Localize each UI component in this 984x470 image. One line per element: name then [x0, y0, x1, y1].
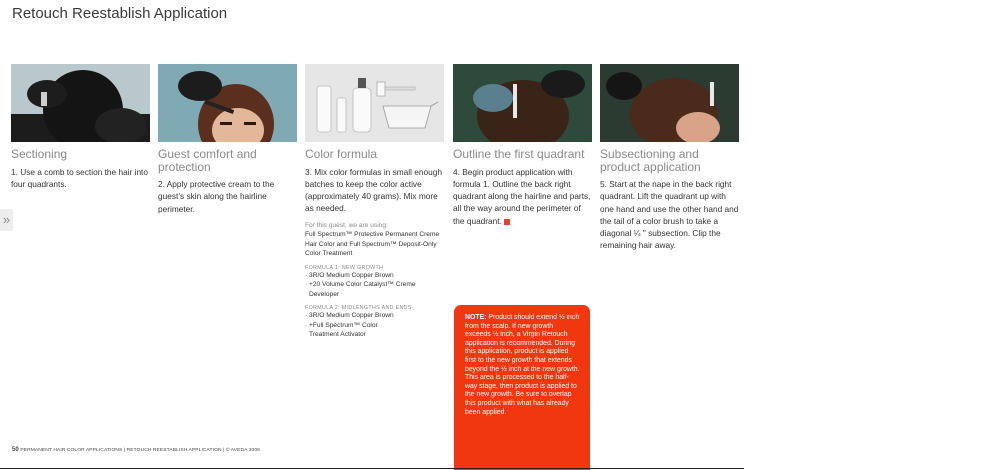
step-text — [453, 166, 593, 227]
formula-2-line: Treatment Activator — [309, 331, 366, 339]
note-label: NOTE: — [465, 314, 487, 321]
step-text: 2. Apply protective cream to the guest’s skin along the hairline perimeter. — [158, 179, 275, 214]
step-title: Color formula — [305, 147, 378, 161]
note-box — [454, 305, 590, 470]
step-title: Subsectioning and product application — [600, 147, 701, 174]
guest-products — [305, 221, 445, 259]
double-chevron-right-icon[interactable]: » — [0, 209, 13, 231]
step-text: 5. Start at the nape in the back right quadrant. Lift the quadrant up with one hand and use the other hand and the tail of a color brush to take a diagonal ¼ " subsection. Clip the remaining hair away. — [600, 179, 739, 251]
formula-1-line: Developer — [309, 290, 340, 298]
step-text: 3. Mix color formulas in small enough batches to keep the color active (approximately 40 grams). Mix more as needed. — [305, 166, 442, 214]
step-guest-comfort — [158, 64, 298, 215]
step-text-body: 4. Begin product application with formula 1. Outline the back right quadrant along the hairline and parts, all the way around the perimeter of the quadrant. — [453, 166, 591, 226]
guest-products-lead: For this guest, we are using: — [305, 221, 388, 229]
step-title: Outline the first quadrant — [453, 147, 585, 161]
page-title: Retouch Reestablish Application — [12, 5, 228, 22]
formula-1-heading: FORMULA 1: NEW GROWTH — [305, 264, 384, 271]
footer-text: PERMANENT HAIR COLOR APPLICATIONS | RETOUCH REESTABLISH APPLICATION | © AVEDA 2006 — [20, 448, 260, 453]
formula-2-heading: FORMULA 2: MIDLENGTHS AND ENDS — [305, 305, 412, 312]
step-sectioning — [11, 64, 151, 190]
note-text: Product should extend ½ inch from the scalp. If new growth exceeds ½ inch, a Virgin Retouch application is recommended. During this application, product is applied first to the new growth that extends beyond the ½ inch at the new growth. This area is processed to the half-way stage, then product is applied to the new growth. Be sure to overlap this product with what has already been applied. — [465, 314, 580, 416]
formula-1-line: · 3R/O Medium Copper Brown — [305, 271, 394, 279]
guest-comfort-photo — [158, 64, 297, 142]
subsectioning-photo — [600, 64, 739, 142]
step-title: Sectioning — [11, 147, 68, 161]
step-text: 1. Use a comb to section the hair into four quadrants. — [11, 166, 148, 189]
formula-2-line: · 3R/O Medium Copper Brown — [305, 312, 394, 320]
formula-2-line: · +Full Spectrum™ Color — [305, 321, 378, 329]
formula-1-line: · +20 Volume Color Catalyst™ Creme — [305, 281, 416, 289]
bottom-rule — [0, 468, 744, 469]
sectioning-photo — [11, 64, 150, 142]
outline-quadrant-photo — [453, 64, 592, 142]
step-title: Guest comfort and protection — [158, 147, 257, 174]
step-color-formula — [305, 64, 445, 340]
page-number: 50 — [12, 447, 19, 453]
step-subsectioning — [600, 64, 740, 252]
color-formula-photo — [305, 64, 444, 142]
end-marker-icon — [504, 219, 510, 225]
guest-products-text: Full Spectrum™ Protective Permanent Creme Hair Color and Full Spectrum™ Deposit-Only Color Treatment — [305, 231, 440, 258]
footer — [12, 447, 260, 453]
step-outline-quadrant — [453, 64, 593, 227]
